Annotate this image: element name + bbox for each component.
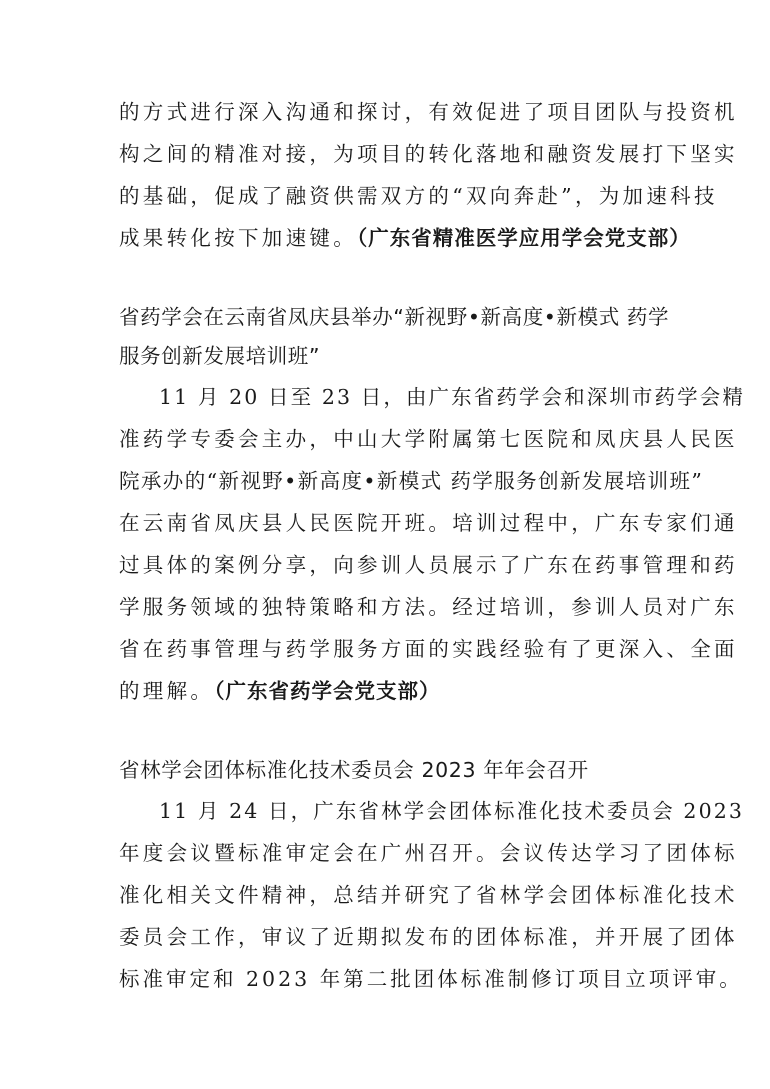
paragraph-line: 过具体的案例分享，向参训人员展示了广东在药事管理和药 [119,553,738,577]
paragraph-line: 院承办的“新视野•新高度•新模式 药学服务创新发展培训班” [119,469,704,493]
paragraph-text: 成果转化按下加速键。 [119,226,357,250]
paragraph-line: 11 月 20 日至 23 日，由广东省药学会和深圳市药学会精 [159,385,745,409]
paragraph-line: 委员会工作，审议了近期拟发布的团体标准，并开展了团体 [119,925,738,949]
paragraph-line: 准化相关文件精神，总结并研究了省林学会团体标准化技术 [119,883,738,907]
paragraph-line: 的方式进行深入沟通和探讨，有效促进了项目团队与投资机 [119,100,738,124]
article-title-line: 服务创新发展培训班” [119,344,321,368]
source-attribution: （广东省药学会党支部） [214,679,441,703]
paragraph-line: 的基础，促成了融资供需双方的“双向奔赴”，为加速科技 [119,184,718,208]
paragraph-line: 构之间的精准对接，为项目的转化落地和融资发展打下坚实 [119,142,738,166]
paragraph-line: 省在药事管理与药学服务方面的实践经验有了更深入、全面 [119,637,738,661]
paragraph-line [119,224,691,252]
paragraph-line [119,677,659,705]
paragraph-line: 在云南省凤庆县人民医院开班。培训过程中，广东专家们通 [119,511,738,535]
source-attribution: （广东省精准医学应用学会党支部） [357,226,691,250]
paragraph-line: 年度会议暨标准审定会在广州召开。会议传达学习了团体标 [119,841,738,865]
paragraph-text: 的理解。 [119,679,215,703]
paragraph-line: 11 月 24 日，广东省林学会团体标准化技术委员会 2023 [159,799,745,823]
paragraph-line: 标准审定和 2023 年第二批团体标准制修订项目立项评审。 [119,967,743,991]
paragraph-line: 学服务领域的独特策略和方法。经过培训，参训人员对广东 [119,595,738,619]
paragraph-line: 准药学专委会主办，中山大学附属第七医院和凤庆县人民医 [119,427,738,451]
article-title: 省林学会团体标准化技术委员会 2023 年年会召开 [119,758,589,782]
article-title-line: 省药学会在云南省凤庆县举办“新视野•新高度•新模式 药学 [119,305,670,329]
